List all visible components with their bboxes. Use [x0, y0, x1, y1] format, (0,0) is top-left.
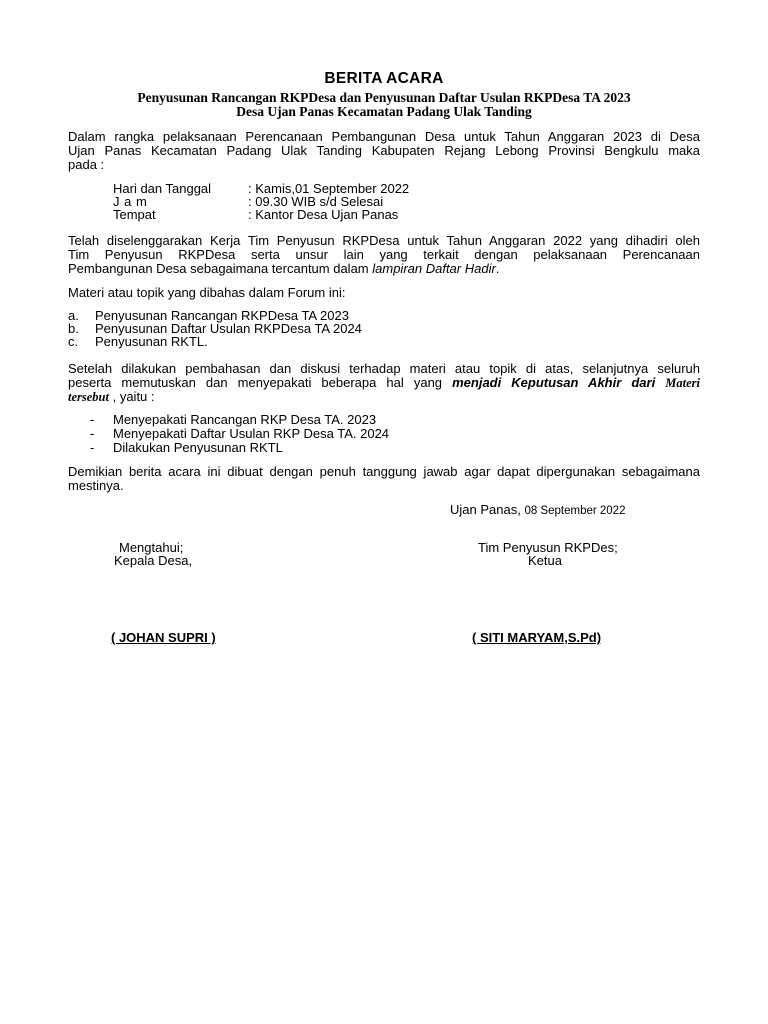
decision-emphasis: menjadi Keputusan Akhir dari	[452, 375, 666, 390]
signature-right-title: Ketua	[528, 553, 562, 568]
detail-label-day: Hari dan Tanggal	[113, 181, 212, 196]
attendance-line: Telah diselenggarakan Kerja Tim Penyusun RKPDesa untuk Tahun Anggaran 2022 yang dihadiri oleh	[68, 233, 700, 248]
decision-line-text: peserta memutuskan dan menyepakati beberapa hal yang	[68, 375, 453, 390]
attendance-line: Tim Penyusun RKPDesa serta unsur lain yang terkait dengan pelaksanaan Perencanaan	[68, 247, 700, 262]
topic-item: Penyusunan RKTL.	[95, 334, 208, 349]
attendance-list-reference: lampiran Daftar Hadir	[372, 261, 496, 276]
topic-marker: a.	[68, 308, 79, 323]
topic-item: Penyusunan Daftar Usulan RKPDesa TA 2024	[95, 321, 362, 336]
decision-item: Dilakukan Penyusunan RKTL	[113, 440, 283, 455]
closing-line: mestinya.	[68, 478, 124, 493]
attendance-line-end: .	[495, 261, 500, 276]
closing-paragraph	[68, 465, 700, 493]
signature-right-name: ( SITI MARYAM,S.Pd)	[472, 630, 602, 645]
decision-item: Menyepakati Rancangan RKP Desa TA. 2023	[113, 412, 377, 427]
decision-line	[68, 390, 700, 404]
topic-marker: b.	[68, 321, 79, 336]
document-subtitle-2: Desa Ujan Panas Kecamatan Padang Ulak Tanding	[236, 104, 532, 119]
detail-label-place: Tempat	[113, 207, 156, 222]
decision-marker: -	[90, 426, 95, 441]
detail-value-place: : Kantor Desa Ujan Panas	[248, 207, 399, 222]
closing-line: Demikian berita acara ini dibuat dengan penuh tanggung jawab agar dapat dipergunakan sebagaimana	[68, 464, 700, 479]
detail-value-day: : Kamis,01 September 2022	[248, 181, 410, 196]
decision-line	[68, 376, 700, 390]
decision-marker: -	[90, 440, 95, 455]
decision-emphasis-serif: tersebut	[68, 390, 109, 404]
topic-marker: c.	[68, 334, 79, 349]
date: 08 September 2022	[524, 505, 626, 517]
signature-left-role: Mengtahui;	[119, 540, 184, 555]
attendance-line-text: Pembangunan Desa sebagaimana tercantum dalam	[68, 261, 373, 276]
detail-value-time: : 09.30 WIB s/d Selesai	[248, 194, 384, 209]
decision-line-end: , yaitu :	[108, 389, 155, 404]
decision-line: Setelah dilakukan pembahasan dan diskusi terhadap materi atau topik di atas, selanjutnya seluruh	[68, 361, 700, 376]
decision-emphasis-serif: Materi	[665, 376, 700, 390]
topic-item: Penyusunan Rancangan RKPDesa TA 2023	[95, 308, 349, 323]
place: Ujan Panas,	[450, 502, 521, 517]
intro-line: Ujan Panas Kecamatan Padang Ulak Tanding Kabupaten Rejang Lebong Provinsi Bengkulu maka	[68, 143, 700, 158]
intro-line: Dalam rangka pelaksanaan Perencanaan Pembangunan Desa untuk Tahun Anggaran 2023 di Desa	[68, 129, 700, 144]
detail-label-time: J a m	[113, 194, 148, 209]
decision-paragraph	[68, 362, 700, 404]
place-date	[450, 503, 625, 518]
decision-marker: -	[90, 412, 95, 427]
materi-intro: Materi atau topik yang dibahas dalam Forum ini:	[68, 285, 346, 300]
signature-right-role: Tim Penyusun RKPDes;	[478, 540, 618, 555]
document-subtitle-1: Penyusunan Rancangan RKPDesa dan Penyusunan Daftar Usulan RKPDesa TA 2023	[137, 90, 631, 105]
document-title: BERITA ACARA	[324, 70, 444, 87]
signature-left-name: ( JOHAN SUPRI )	[111, 630, 216, 645]
attendance-line	[68, 262, 700, 276]
signature-left-title: Kepala Desa,	[114, 553, 193, 568]
intro-line: pada :	[68, 157, 105, 172]
decision-item: Menyepakati Daftar Usulan RKP Desa TA. 2024	[113, 426, 390, 441]
intro-paragraph	[68, 130, 700, 172]
attendance-paragraph	[68, 234, 700, 276]
